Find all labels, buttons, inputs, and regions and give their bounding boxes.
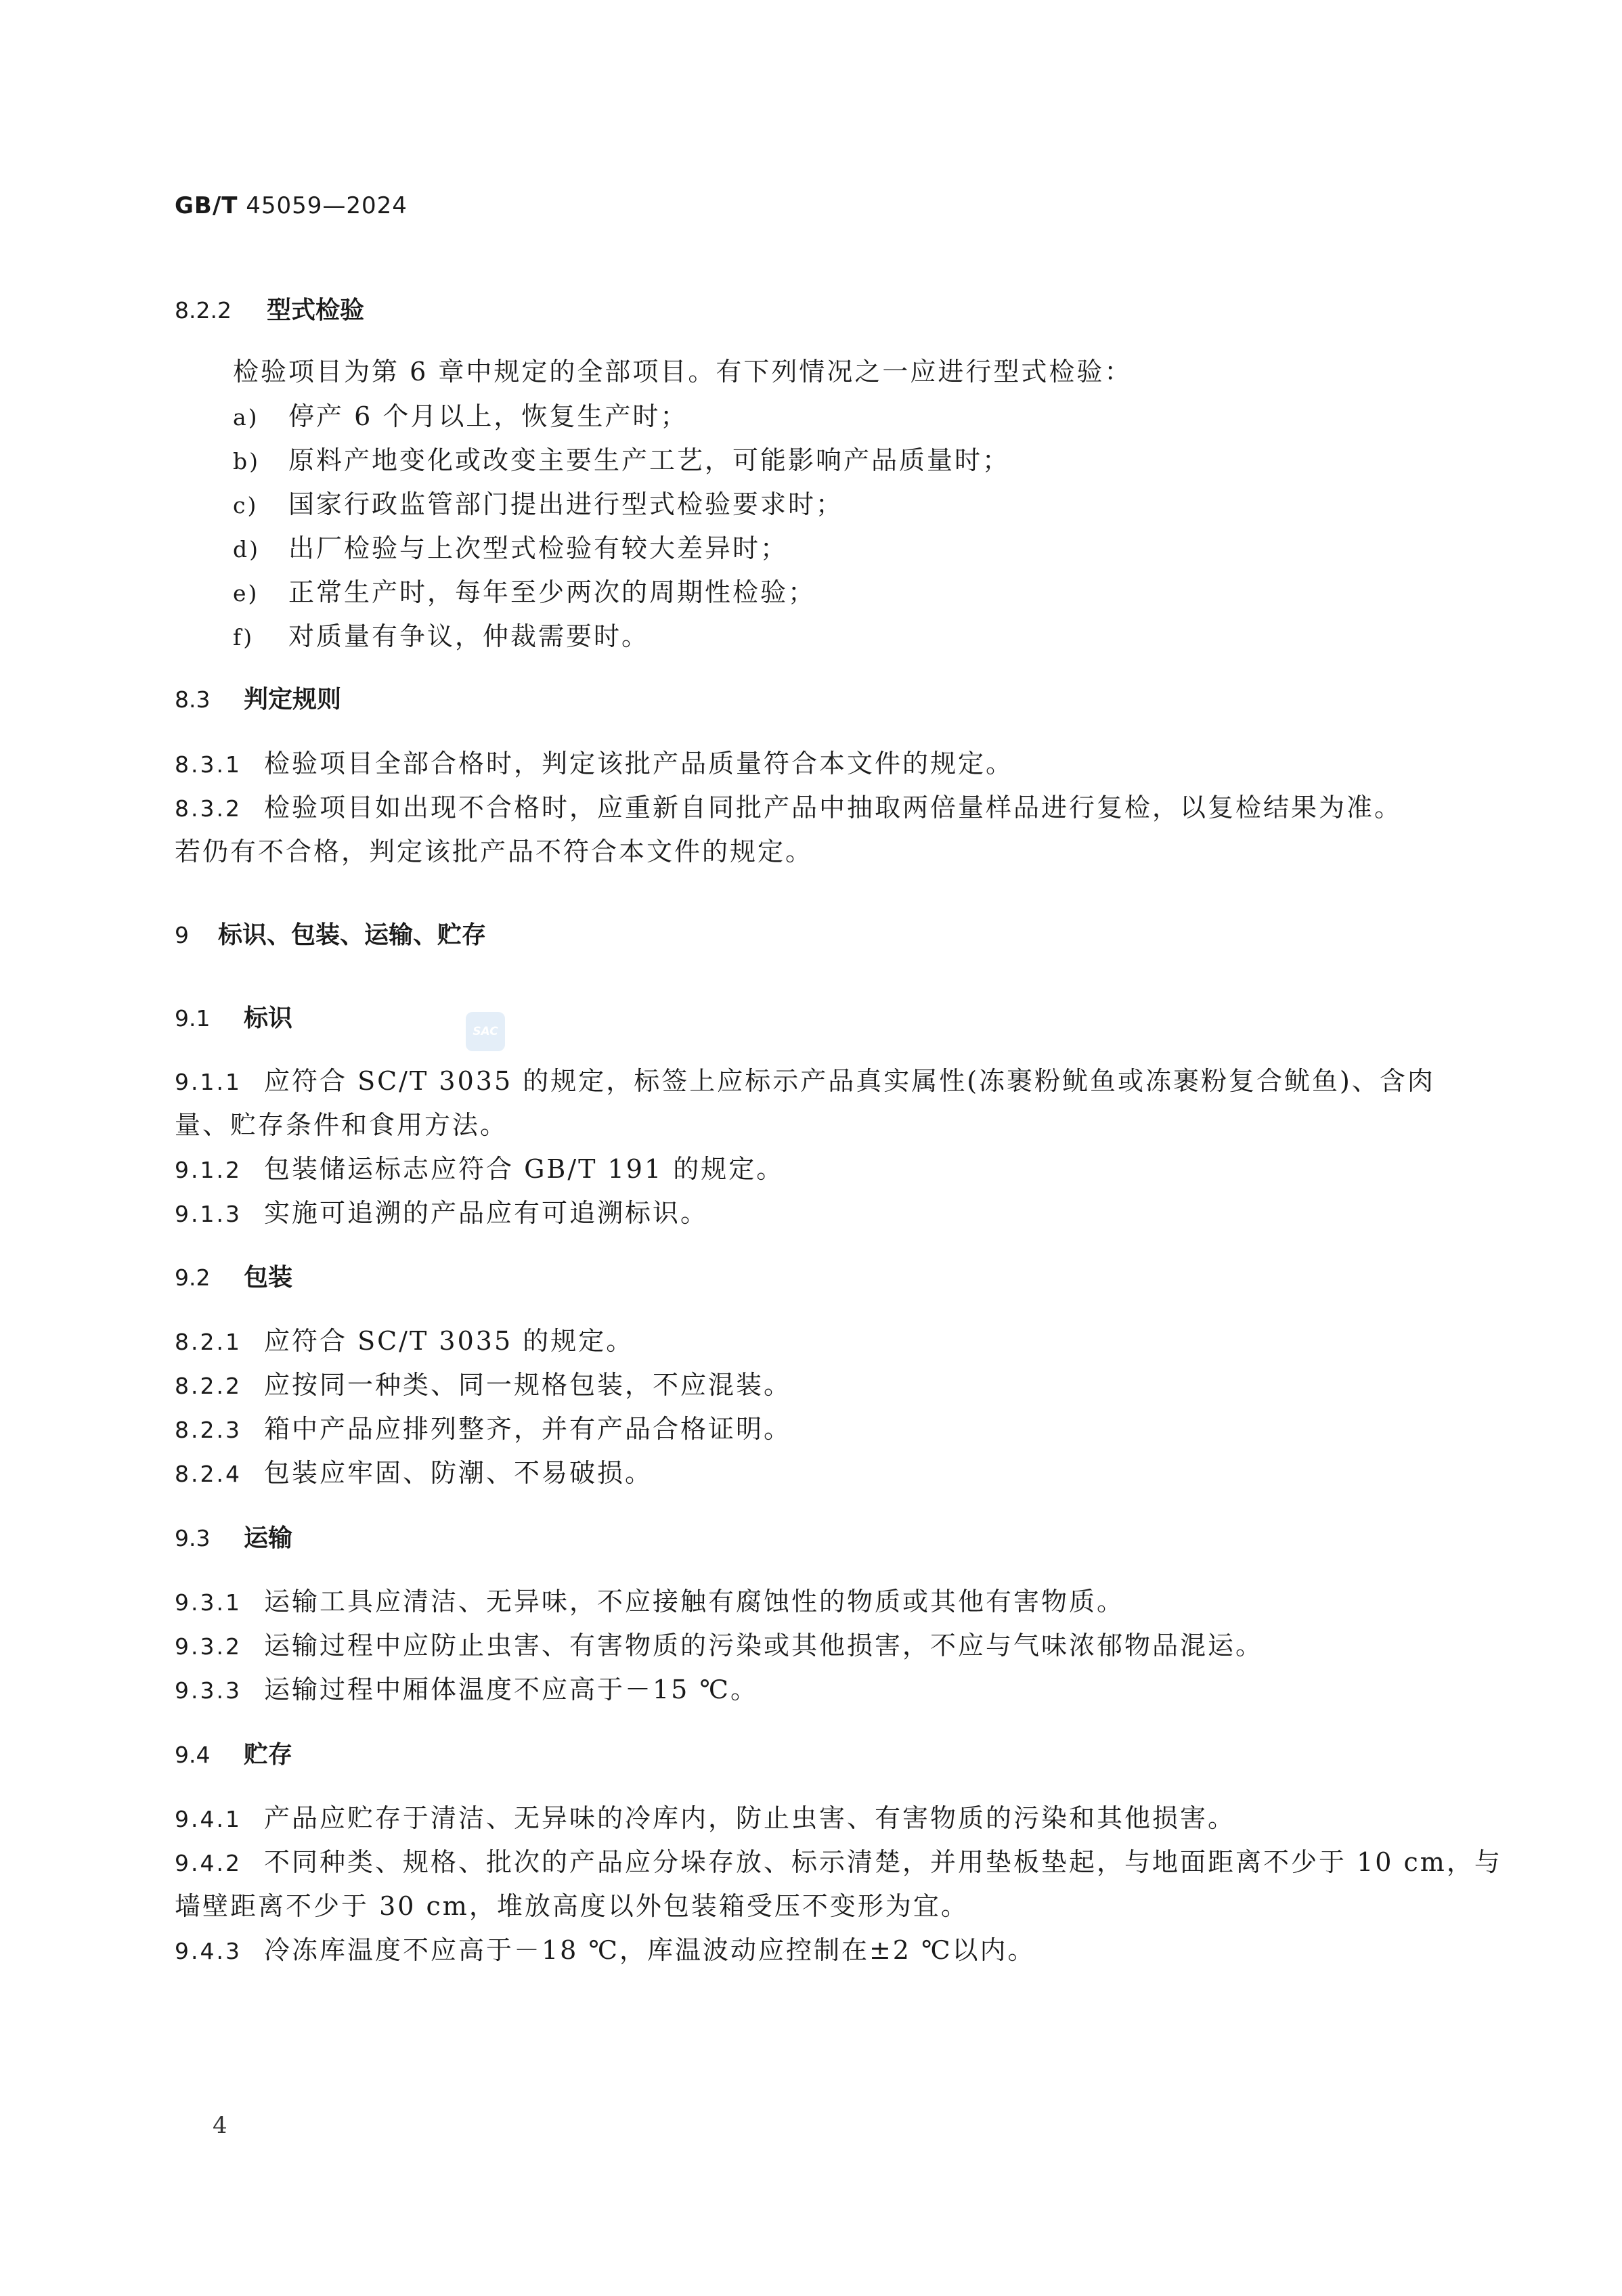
list-item-label: c) [233,492,259,518]
standard-header [175,192,408,219]
clause-text: 检验项目全部合格时，判定该批产品质量符合本文件的规定。 [264,749,1014,778]
section-number: 9.3 [175,1525,211,1551]
clause-text: 不同种类、规格、批次的产品应分垛存放、标示清楚，并用垫板垫起，与地面距离不少于 10 cm，与 [264,1847,1502,1877]
clause-number: 9.4.1 [175,1806,242,1832]
list-item-c [233,483,843,527]
section-number: 9.2 [175,1264,211,1291]
list-item-e [233,571,816,615]
clause-number: 9.3.3 [175,1677,242,1704]
clause-number: 9.1.1 [175,1069,242,1095]
clause-number: 9.1.3 [175,1201,242,1227]
clause-text: 应符合 SC/T 3035 的规定，标签上应标示产品真实属性(冻裹粉鱿鱼或冻裹粉复合鱿鱼)、含肉 [264,1066,1435,1096]
section-number: 8.2.2 [175,297,232,324]
list-item-label: f) [233,624,255,650]
list-item-text: 国家行政监管部门提出进行型式检验要求时； [288,489,844,519]
standard-prefix: GB/T [175,192,238,219]
clause-9-4-2 [175,1841,1502,1884]
section-title: 标识 [244,1005,293,1032]
chapter-number: 9 [175,922,189,948]
section-title: 运输 [244,1524,293,1552]
clause-text: 冷冻库温度不应高于－18 ℃，库温波动应控制在±2 ℃以内。 [264,1935,1036,1965]
clause-9-1-1 [175,1060,1435,1103]
section-heading-8-3 [175,678,341,721]
section-title: 型式检验 [267,296,365,324]
section-heading-9-2 [175,1256,292,1299]
clause-9-2-1 [175,1320,634,1363]
clause-9-3-1 [175,1581,1124,1624]
clause-text: 运输过程中厢体温度不应高于－15 ℃。 [264,1675,758,1704]
section-title: 判定规则 [244,686,342,713]
clause-text: 产品应贮存于清洁、无异味的冷库内，防止虫害、有害物质的污染和其他损害。 [264,1803,1236,1833]
clause-text: 运输工具应清洁、无异味，不应接触有腐蚀性的物质或其他有害物质。 [264,1587,1125,1616]
clause-text: 运输过程中应防止虫害、有害物质的污染或其他损害，不应与气味浓郁物品混运。 [264,1631,1264,1660]
list-item-d [233,527,788,571]
clause-8-3-1 [175,743,1013,786]
sac-watermark-logo: SAC [466,1012,505,1051]
clause-text: 应按同一种类、同一规格包装，不应混装。 [264,1370,792,1400]
clause-number: 8.3.1 [175,751,242,778]
clause-number: 9.1.2 [175,1157,242,1183]
page-number: 4 [213,2112,227,2139]
clause-number: 9.3.2 [175,1633,242,1660]
list-item-text: 停产 6 个月以上，恢复生产时； [288,401,688,431]
section-number: 9.1 [175,1005,211,1032]
clause-number: 8.2.3 [175,1417,242,1443]
clause-9-1-2 [175,1148,784,1191]
list-item-label: b) [233,448,260,474]
section-heading-8-2-2 [175,288,364,332]
clause-text: 包装储运标志应符合 GB/T 191 的规定。 [264,1154,785,1184]
clause-number: 9.4.3 [175,1938,242,1964]
chapter-title: 标识、包装、运输、贮存 [218,921,487,949]
list-item-text: 正常生产时，每年至少两次的周期性检验； [288,577,816,607]
list-item-label: d) [233,536,260,562]
clause-text: 检验项目如出现不合格时，应重新自同批产品中抽取两倍量样品进行复检，以复检结果为准。 [264,793,1403,822]
clause-9-4-1 [175,1797,1235,1840]
clause-9-3-3 [175,1669,758,1712]
clause-9-2-3 [175,1408,791,1451]
section-number: 8.3 [175,686,211,713]
section-heading-9-4 [175,1733,292,1776]
paragraph-8-2-2-intro: 检验项目为第 6 章中规定的全部项目。有下列情况之一应进行型式检验： [233,357,1133,387]
clause-number: 9.3.1 [175,1589,242,1616]
list-item-text: 原料产地变化或改变主要生产工艺，可能影响产品质量时； [288,445,1011,475]
standard-number: 45059—2024 [246,192,408,219]
clause-number: 8.2.2 [175,1373,242,1399]
clause-number: 9.4.2 [175,1850,242,1876]
clause-text: 包装应牢固、防潮、不易破损。 [264,1458,653,1488]
clause-9-1-1-continued: 量、贮存条件和食用方法。 [175,1110,508,1140]
clause-8-3-2 [175,787,1402,830]
section-title: 包装 [244,1264,293,1292]
clause-9-4-3 [175,1929,1036,1972]
clause-text: 实施可追溯的产品应有可追溯标识。 [264,1198,709,1228]
list-item-b [233,439,1010,483]
list-item-label: e) [233,580,259,606]
list-item-text: 对质量有争议，仲裁需要时。 [288,621,650,651]
section-number: 9.4 [175,1742,211,1768]
list-item-label: a) [233,404,259,430]
chapter-heading-9 [175,913,486,956]
list-item-a [233,395,688,439]
list-item-f [233,615,649,659]
clause-9-2-2 [175,1364,791,1407]
section-title: 贮存 [244,1741,293,1769]
clause-9-4-2-continued: 墙壁距离不少于 30 cm，堆放高度以外包装箱受压不变形为宜。 [175,1891,969,1921]
clause-9-2-4 [175,1452,653,1495]
list-item-text: 出厂检验与上次型式检验有较大差异时； [288,533,789,563]
clause-text: 应符合 SC/T 3035 的规定。 [264,1326,634,1356]
clause-8-3-2-continued: 若仍有不合格，判定该批产品不符合本文件的规定。 [175,837,814,866]
clause-number: 8.2.4 [175,1461,242,1487]
clause-text: 箱中产品应排列整齐，并有产品合格证明。 [264,1414,792,1444]
clause-9-3-2 [175,1625,1263,1668]
section-heading-9-1 [175,996,292,1040]
clause-number: 8.3.2 [175,795,242,822]
clause-number: 8.2.1 [175,1329,242,1355]
section-heading-9-3 [175,1516,292,1560]
clause-9-1-3 [175,1192,708,1235]
